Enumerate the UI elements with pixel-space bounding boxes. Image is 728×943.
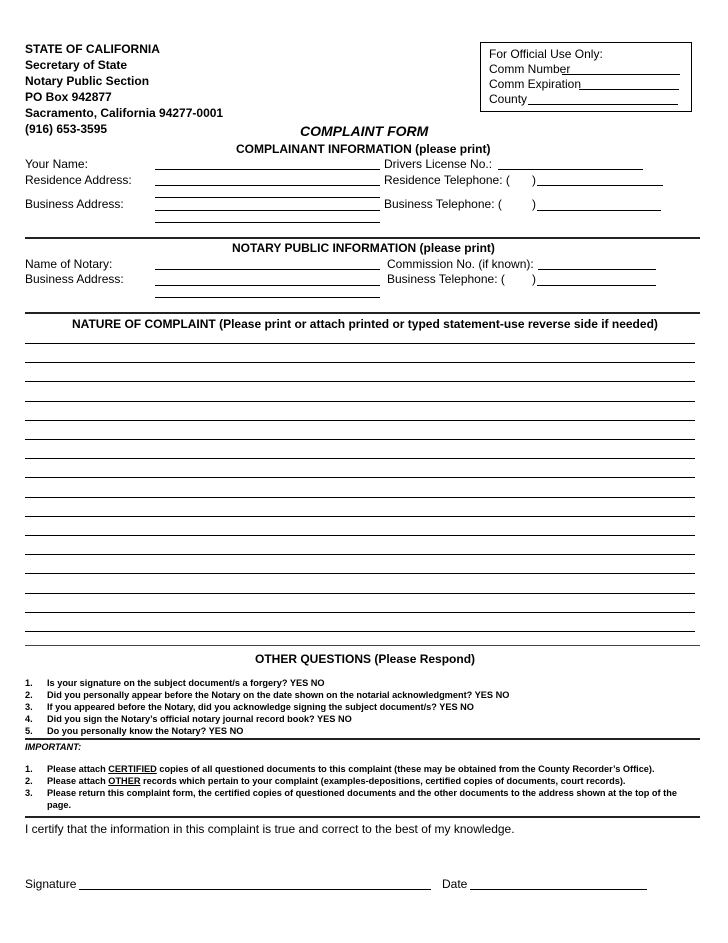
question-number: 5. — [25, 726, 33, 736]
question-5 — [25, 725, 700, 737]
certify-statement: I certify that the information in this complaint is true and correct to the best of my knowledge. — [25, 822, 515, 836]
complaint-text-line[interactable] — [25, 381, 695, 382]
commission-no-label: Commission No. (if known): — [387, 257, 534, 271]
divider — [25, 816, 700, 818]
notary-business-telephone-field[interactable] — [537, 285, 656, 286]
notary-business-address-label: Business Address: — [25, 272, 124, 286]
business-telephone-close: ) — [532, 197, 536, 211]
other-questions-title-bold: OTHER QUESTIONS — [255, 652, 372, 666]
notary-business-address-field-1[interactable] — [155, 285, 380, 286]
divider — [25, 237, 700, 239]
business-telephone-label: Business Telephone: ( — [384, 197, 502, 211]
important-item-2-em: OTHER — [108, 776, 141, 786]
complainant-section-title: COMPLAINANT INFORMATION (please print) — [236, 142, 491, 156]
complaint-text-line[interactable] — [25, 554, 695, 555]
date-field[interactable] — [470, 889, 647, 890]
complaint-text-line[interactable] — [25, 439, 695, 440]
divider — [25, 645, 700, 646]
question-text: Is your signature on the subject document/s a forgery? YES NO — [47, 678, 325, 688]
notary-section-title: NOTARY PUBLIC INFORMATION (please print) — [232, 241, 495, 255]
comm-number-field[interactable] — [562, 74, 680, 75]
important-number: 3. — [25, 788, 33, 798]
residence-telephone-label: Residence Telephone: ( — [384, 173, 510, 187]
question-number: 3. — [25, 702, 33, 712]
important-number: 1. — [25, 764, 33, 774]
comm-expiration-label: Comm Expiration — [489, 77, 582, 91]
important-item-2-pre: Please attach — [47, 776, 109, 786]
complaint-text-line[interactable] — [25, 401, 695, 402]
agency-phone: (916) 653-3595 — [25, 122, 108, 136]
agency-section: Notary Public Section — [25, 74, 150, 88]
business-address-field-2[interactable] — [155, 222, 380, 223]
question-number: 4. — [25, 714, 33, 724]
agency-city: Sacramento, California 94277-0001 — [25, 106, 224, 120]
complaint-text-line[interactable] — [25, 516, 695, 517]
important-item-2 — [25, 775, 705, 787]
divider — [25, 738, 700, 740]
question-text: Did you sign the Notary’s official notary journal record book? YES NO — [47, 714, 352, 724]
question-4 — [25, 713, 700, 725]
your-name-label: Your Name: — [25, 157, 88, 171]
residence-address-field-2[interactable] — [155, 197, 380, 198]
business-telephone-field[interactable] — [537, 210, 661, 211]
residence-address-field-1[interactable] — [155, 185, 380, 186]
complaint-text-line[interactable] — [25, 420, 695, 421]
agency-pobox: PO Box 942877 — [25, 90, 112, 104]
official-use-box — [480, 42, 692, 112]
important-title: IMPORTANT: — [25, 742, 82, 752]
drivers-license-field[interactable] — [498, 169, 643, 170]
notary-business-address-field-2[interactable] — [155, 297, 380, 298]
complaint-text-line[interactable] — [25, 362, 695, 363]
other-questions-list — [25, 677, 700, 737]
county-field[interactable] — [528, 104, 678, 105]
notary-business-telephone-label: Business Telephone: ( — [387, 272, 505, 286]
comm-number-label: Comm Number — [489, 62, 571, 76]
question-number: 2. — [25, 690, 33, 700]
complaint-text-line[interactable] — [25, 631, 695, 632]
complaint-text-line[interactable] — [25, 477, 695, 478]
question-1 — [25, 677, 700, 689]
other-questions-title — [255, 652, 475, 666]
residence-telephone-field[interactable] — [537, 185, 663, 186]
complaint-text-line[interactable] — [25, 535, 695, 536]
question-text: If you appeared before the Notary, did you acknowledge signing the subject document/s? YES NO — [47, 702, 474, 712]
question-2 — [25, 689, 700, 701]
county-label: County — [489, 92, 528, 106]
residence-telephone-close: ) — [532, 173, 536, 187]
business-address-label: Business Address: — [25, 197, 124, 211]
question-number: 1. — [25, 678, 33, 688]
name-of-notary-field[interactable] — [155, 269, 380, 270]
date-label: Date — [442, 877, 468, 891]
residence-address-label: Residence Address: — [25, 173, 132, 187]
complaint-text-line[interactable] — [25, 497, 695, 498]
important-item-1 — [25, 763, 705, 775]
complaint-text-line[interactable] — [25, 573, 695, 574]
important-item-3-text: Please return this complaint form, the certified copies of questioned documents and the other documents to the address shown at the top of the page. — [47, 788, 677, 810]
agency-dept: Secretary of State — [25, 58, 128, 72]
notary-business-telephone-close: ) — [532, 272, 536, 286]
name-of-notary-label: Name of Notary: — [25, 257, 113, 271]
question-3 — [25, 701, 700, 713]
question-text: Do you personally know the Notary? YES NO — [47, 726, 244, 736]
signature-field[interactable] — [79, 889, 431, 890]
signature-label: Signature — [25, 877, 77, 891]
important-item-3 — [25, 787, 697, 811]
complaint-text-line[interactable] — [25, 343, 695, 344]
official-title: For Official Use Only: — [489, 47, 603, 61]
important-list — [25, 763, 705, 811]
complaint-text-line[interactable] — [25, 593, 695, 594]
your-name-field[interactable] — [155, 169, 380, 170]
nature-section-title: NATURE OF COMPLAINT (Please print or attach printed or typed statement-use reverse side if needed) — [72, 317, 658, 331]
agency-state: STATE OF CALIFORNIA — [25, 42, 160, 56]
important-number: 2. — [25, 776, 33, 786]
form-title: COMPLAINT FORM — [300, 123, 429, 139]
important-item-1-post: copies of all questioned documents to this complaint (these may be obtained from the County Recorder’s Office). — [156, 764, 655, 774]
comm-expiration-field[interactable] — [579, 89, 679, 90]
commission-no-field[interactable] — [538, 269, 656, 270]
divider — [25, 312, 700, 314]
important-item-1-pre: Please attach — [47, 764, 109, 774]
other-questions-title-rest: (Please Respond) — [371, 652, 476, 666]
business-address-field-1[interactable] — [155, 210, 380, 211]
important-item-2-post: records which pertain to your complaint (examples-depositions, certified copies of documents, court records). — [140, 776, 626, 786]
complaint-text-line[interactable] — [25, 612, 695, 613]
drivers-license-label: Drivers License No.: — [384, 157, 493, 171]
important-item-1-em: CERTIFIED — [108, 764, 157, 774]
question-text: Did you personally appear before the Notary on the date shown on the notarial acknowledgment? YES NO — [47, 690, 510, 700]
complaint-text-line[interactable] — [25, 458, 695, 459]
